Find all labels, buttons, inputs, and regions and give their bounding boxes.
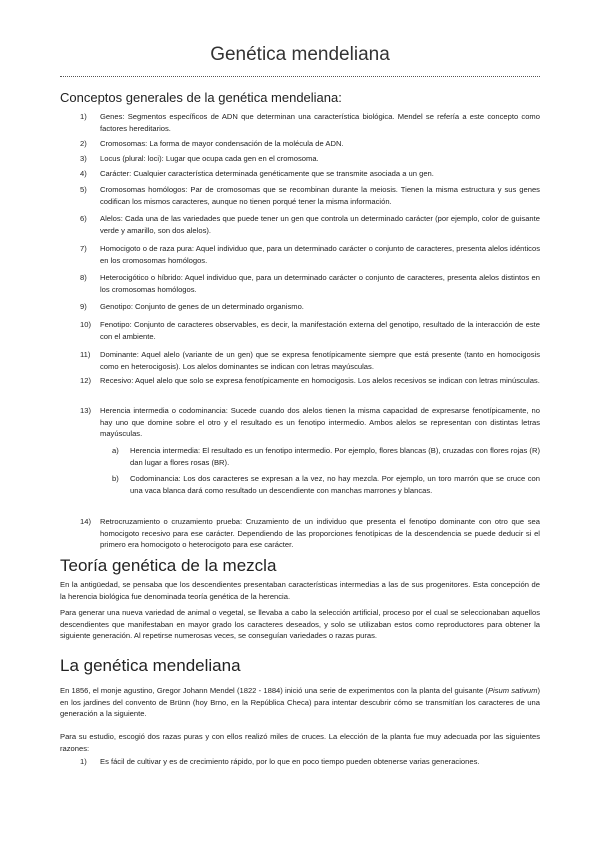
term: Heterocigótico o híbrido [100, 273, 181, 282]
term: Alelos [100, 214, 121, 223]
list-item [80, 184, 540, 207]
list-text [130, 445, 540, 468]
definition: : Segmentos específicos de ADN que determinan una característica biológica. Mendel se refería a este concepto como factores hereditarios. [100, 112, 540, 133]
definition: : Par de cromosomas que se recombinan durante la meiosis. Tienen la misma estructura y sus genes codifican los mismos caracteres, aunque no tienen porqué tener la misma información. [100, 185, 540, 206]
term: Herencia intermedia o codominancia [100, 406, 226, 415]
list-item [112, 473, 540, 496]
list-item [80, 153, 540, 165]
definition: : Conjunto de caracteres observables, es decir, la manifestación externa del genotipo, resultado de la interacción de este con el ambiente. [100, 320, 540, 341]
list-number: 4) [80, 169, 87, 178]
list-number: 5) [80, 185, 87, 194]
definition: : Aquel alelo (variante de un gen) que se expresa fenotípicamente siempre que está presente (tanto en homocigosis como en heterocigosis). Los alelos dominantes se indican con letras mayúsculas. [100, 350, 540, 371]
section-heading-mendeliana: La genética mendeliana [60, 656, 241, 675]
list-text [100, 319, 540, 342]
list-text [130, 473, 540, 496]
list-item [80, 756, 540, 768]
list-number: 2) [80, 139, 87, 148]
list-text [100, 272, 540, 295]
list-number: 1) [80, 757, 87, 766]
paragraph: Para su estudio, escogió dos razas puras y con ellos realizó miles de cruces. La elección de la planta fue muy adecuada por las siguientes razones: [60, 732, 540, 753]
list-number: 3) [80, 154, 87, 163]
term: Herencia intermedia [130, 446, 199, 455]
list-item [80, 319, 540, 342]
paragraph: Para generar una nueva variedad de animal o vegetal, se llevaba a cabo la selección artificial, proceso por el cual se seleccionaban aquellos descendientes que manifestaban en mayor grado los caracteres deseados, y solo se utilizaban estos como reproductores para obtener la siguiente generación. Al repetirse numerosas veces, se conseguían variedades o razas puras. [60, 608, 540, 640]
definition: : Cada una de las variedades que puede tener un gen que controla un determinado carácter (por ejemplo, color de guisante verde y amarillo, son dos alelos). [100, 214, 540, 235]
term: Cromosomas homólogos [100, 185, 186, 194]
list-number: 9) [80, 302, 87, 311]
definition: : Los dos caracteres se expresan a la vez, no hay mezcla. Por ejemplo, un toro marrón que se cruce con una vaca blanca dará como resultado un descendiente con manchas marrones y blancas. [130, 474, 540, 495]
term: Codominancia [130, 474, 179, 483]
term: Genes [100, 112, 123, 121]
text: En 1856, el monje agustino, Gregor Johann Mendel (1822 - 1884) inició una serie de experimentos con la planta del guisante ( [60, 686, 488, 695]
list-text [100, 184, 540, 207]
list-number: 1) [80, 112, 87, 121]
list-text [100, 375, 540, 387]
dotted-divider [60, 76, 540, 77]
definition: : Cruzamiento de un individuo que presenta el fenotipo dominante con otro que sea homocigoto recesivo para ese carácter. Dependiendo de las proporciones fenotípicas de la descendencia se puede deducir si el primero era homocigoto o heterocigoto para ese carácter. [100, 517, 540, 549]
list-item [80, 168, 540, 180]
list-item [112, 445, 540, 468]
list-number: 12) [80, 376, 91, 385]
term: Carácter [100, 169, 130, 178]
list-item [80, 213, 540, 236]
term: Homocigoto o de raza pura [100, 244, 192, 253]
section-heading-conceptos: Conceptos generales de la genética mendeliana: [60, 90, 342, 105]
list-item [80, 516, 540, 551]
list-number: 6) [80, 214, 87, 223]
definition: : Aquel individuo que, para un determinado carácter o conjunto de caracteres, presenta alelos idénticos en los cromosomas homólogos. [100, 244, 541, 265]
list-text [100, 153, 540, 165]
list-item [80, 243, 540, 266]
term: Genotipo [100, 302, 131, 311]
list-text [100, 405, 540, 440]
italic-text: Pisum sativum [487, 686, 538, 695]
list-item [80, 301, 540, 313]
term: Cromosomas [100, 139, 146, 148]
list-text [100, 111, 540, 134]
list-number: 8) [80, 273, 87, 282]
section-heading-mezcla: Teoría genética de la mezcla [60, 556, 277, 575]
definition: : Aquel alelo que solo se expresa fenotípicamente en homocigosis. Los alelos recesivos se indican con letras minúsculas. [131, 376, 540, 385]
list-item [80, 349, 540, 372]
list-item [80, 272, 540, 295]
definition: : Sucede cuando dos alelos tienen la misma capacidad de expresarse fenotípicamente, no hay uno que domine sobre el otro y el resultado es un fenotipo intermedio. Ambos alelos se representan con distintas letras mayúsculas. [100, 406, 540, 438]
list-number: b) [112, 474, 119, 483]
list-text [100, 243, 540, 266]
term: Dominante [100, 350, 137, 359]
list-number: a) [112, 446, 119, 455]
list-text [100, 168, 540, 180]
list-text: Es fácil de cultivar y es de crecimiento rápido, por lo que en poco tiempo pueden obtenerse varias generaciones. [100, 757, 480, 766]
term: Retrocruzamiento o cruzamiento prueba [100, 517, 241, 526]
definition: : La forma de mayor condensación de la molécula de ADN. [145, 139, 344, 148]
list-text [100, 301, 540, 313]
list-text [100, 138, 540, 150]
definition: : Conjunto de genes de un determinado organismo. [130, 302, 304, 311]
list-item [80, 138, 540, 150]
term: Locus (plural: loci) [100, 154, 162, 163]
list-item [80, 111, 540, 134]
list-number: 7) [80, 244, 87, 253]
list-text [100, 213, 540, 236]
list-number: 13) [80, 406, 91, 415]
term: Recesivo [100, 376, 132, 385]
paragraph: En la antigüedad, se pensaba que los descendientes presentaban características intermedias a las de sus progenitores. Esta concepción de la herencia biológica fue denominada teoría genética de la herencia. [60, 580, 540, 601]
definition: : El resultado es un fenotipo intermedio. Por ejemplo, flores blancas (B), cruzadas con flores rojas (R) dan lugar a flores rosas (BR). [130, 446, 540, 467]
definition: : Lugar que ocupa cada gen en el cromosoma. [161, 154, 319, 163]
paragraph [60, 685, 540, 720]
definition: : Aquel individuo que, para un determinado carácter o conjunto de caracteres, presenta alelos distintos en los cromosomas homólogos. [100, 273, 540, 294]
list-text [100, 516, 540, 551]
definition: : Cualquier característica determinada genéticamente que se transmite asociada a un gen. [129, 169, 434, 178]
list-item [80, 405, 540, 440]
list-number: 11) [80, 350, 91, 359]
text: ) en los jardines del convento de Brünn (hoy Brno, en la República Checa) para intentar descubrir cómo se transmitían los caracteres de una generación a la siguiente. [60, 686, 540, 718]
list-item [80, 375, 540, 387]
list-number: 14) [80, 517, 91, 526]
document-title: Genética mendeliana [210, 44, 390, 65]
list-text [100, 349, 540, 372]
list-number: 10) [80, 320, 91, 329]
term: Fenotipo [100, 320, 130, 329]
